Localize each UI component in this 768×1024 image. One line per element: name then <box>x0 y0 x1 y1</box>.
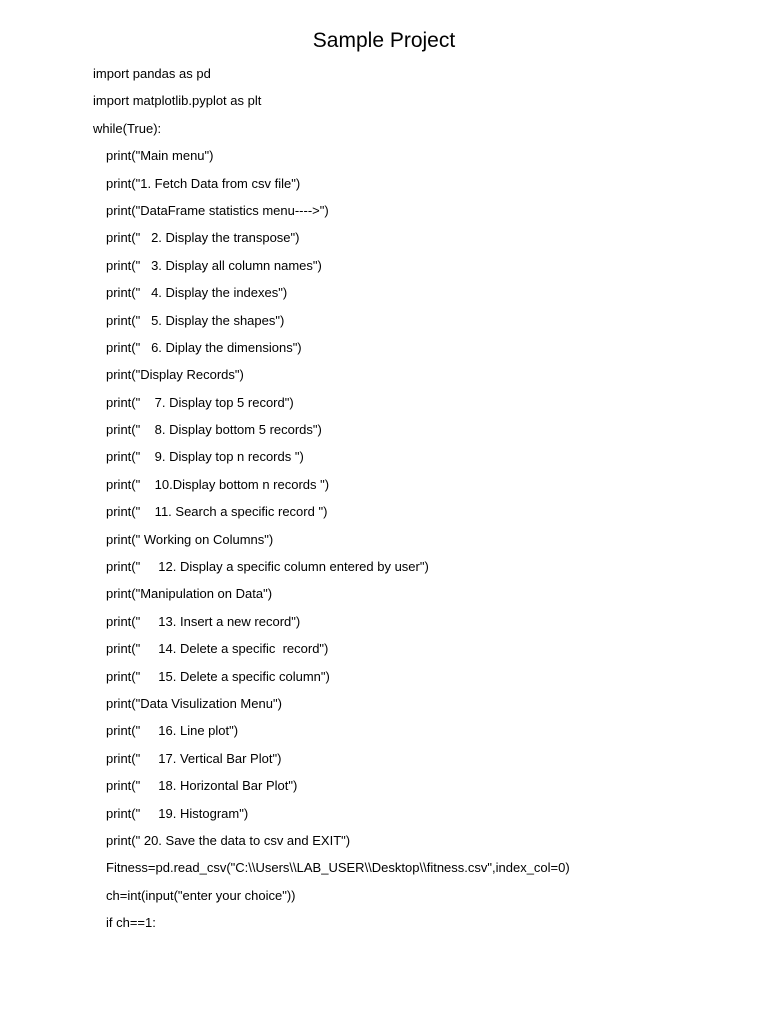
code-line: print(" 17. Vertical Bar Plot") <box>106 750 282 766</box>
document-title: Sample Project <box>312 29 456 52</box>
code-line: print(" 4. Display the indexes") <box>106 285 288 301</box>
code-line: print("Display Records") <box>106 367 244 383</box>
code-line: Fitness=pd.read_csv("C:\\Users\\LAB_USER\\Desktop\\fitness.csv",index_col=0) <box>106 860 570 876</box>
code-line: print(" 14. Delete a specific record") <box>106 641 329 657</box>
code-line: print(" 6. Diplay the dimensions") <box>106 339 302 355</box>
code-line: import matplotlib.pyplot as plt <box>93 93 262 109</box>
code-line: print(" 15. Delete a specific column") <box>106 668 330 684</box>
code-line: print(" Working on Columns") <box>106 531 274 547</box>
code-line: print(" 19. Histogram") <box>106 805 249 821</box>
code-line: print(" 5. Display the shapes") <box>106 312 285 328</box>
code-line: if ch==1: <box>106 915 156 931</box>
code-line: print("Data Visulization Menu") <box>106 695 282 711</box>
code-line: print(" 18. Horizontal Bar Plot") <box>106 778 298 794</box>
code-line: print(" 10.Display bottom n records ") <box>106 476 330 492</box>
code-line: while(True): <box>93 120 162 136</box>
code-line: import pandas as pd <box>93 66 211 81</box>
code-line: print("DataFrame statistics menu---->") <box>106 202 329 218</box>
code-line: print(" 12. Display a specific column entered by user") <box>106 559 429 575</box>
code-line: print(" 8. Display bottom 5 records") <box>106 422 322 438</box>
code-line: print(" 16. Line plot") <box>106 723 239 739</box>
code-line: print(" 13. Insert a new record") <box>106 613 301 629</box>
code-line: ch=int(input("enter your choice")) <box>106 887 296 903</box>
code-line: print("1. Fetch Data from csv file") <box>106 175 301 191</box>
code-line: print(" 3. Display all column names") <box>106 257 322 273</box>
code-line: print(" 11. Search a specific record ") <box>106 504 328 520</box>
code-line: print(" 2. Display the transpose") <box>106 230 300 246</box>
code-line: print(" 9. Display top n records ") <box>106 449 304 465</box>
code-line: print("Main menu") <box>106 148 214 164</box>
code-line: print(" 7. Display top 5 record") <box>106 394 294 410</box>
code-listing <box>93 60 753 937</box>
code-line: print("Manipulation on Data") <box>106 586 273 602</box>
code-line: print(" 20. Save the data to csv and EXIT") <box>106 832 351 848</box>
